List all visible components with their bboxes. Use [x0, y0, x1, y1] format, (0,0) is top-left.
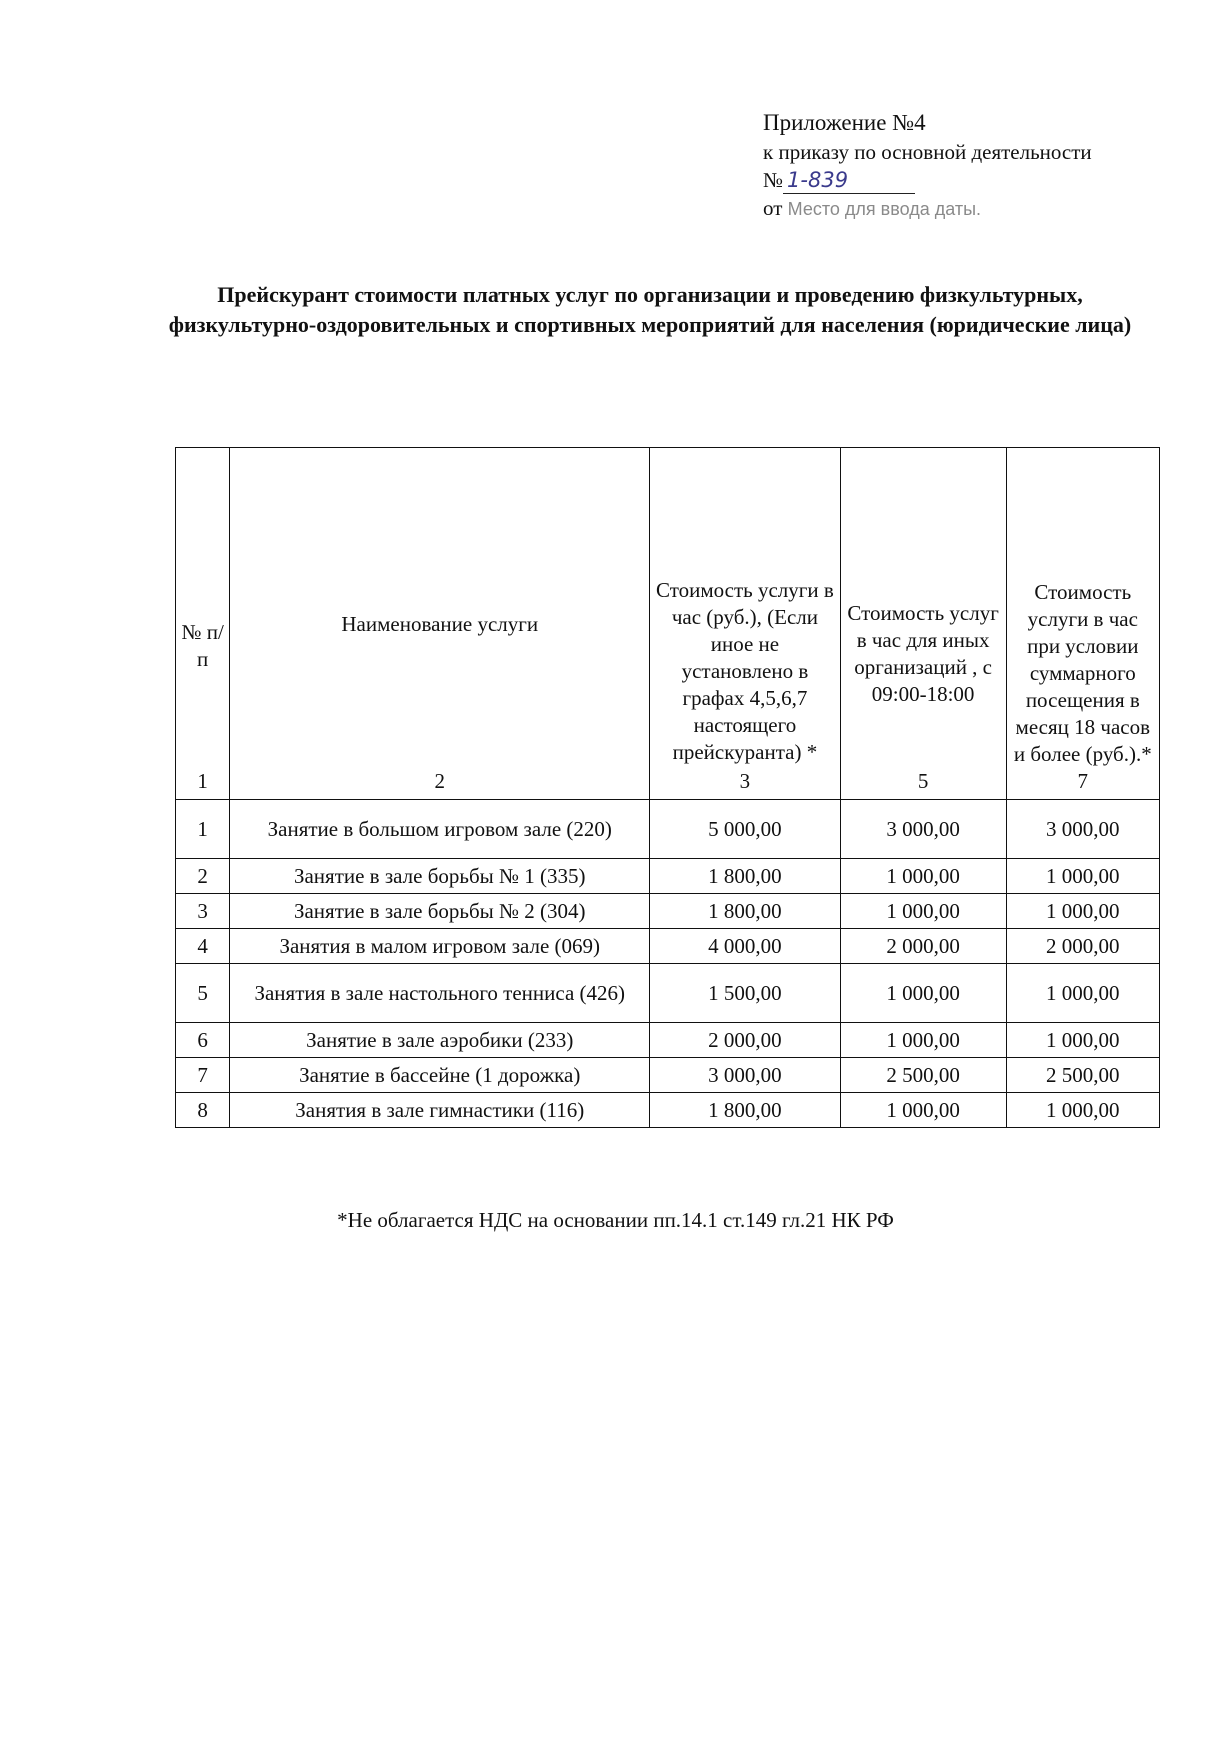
org-price-value: 1 000,00 — [840, 1093, 1006, 1128]
row-number: 7 — [176, 1058, 230, 1093]
row-number: 6 — [176, 1023, 230, 1058]
price-value: 5 000,00 — [650, 800, 840, 859]
org-price-value: 1 000,00 — [840, 964, 1006, 1023]
service-name: Занятие в зале борьбы № 1 (335) — [230, 859, 650, 894]
monthly-price-value: 3 000,00 — [1006, 800, 1159, 859]
appendix-block — [763, 108, 1203, 223]
org-price-value: 2 000,00 — [840, 929, 1006, 964]
header-col-price: Стоимость услуги в час (руб.), (Если иное не установлено в графах 4,5,6,7 настоящего прейскуранта) * 3 — [650, 448, 840, 800]
service-name: Занятия в зале гимнастики (116) — [230, 1093, 650, 1128]
row-number: 2 — [176, 859, 230, 894]
price-value: 1 800,00 — [650, 1093, 840, 1128]
monthly-price-value: 1 000,00 — [1006, 964, 1159, 1023]
org-price-value: 2 500,00 — [840, 1058, 1006, 1093]
service-name: Занятие в большом игровом зале (220) — [230, 800, 650, 859]
document-title: Прейскурант стоимости платных услуг по организации и проведению физкультурных, физкультурно-оздоровительных и спортивных мероприятий для населения (юридические лица) — [168, 282, 1132, 337]
monthly-price-value: 2 500,00 — [1006, 1058, 1159, 1093]
price-value: 3 000,00 — [650, 1058, 840, 1093]
monthly-price-value: 1 000,00 — [1006, 859, 1159, 894]
table-row — [176, 964, 1160, 1023]
appendix-title: Приложение №4 — [763, 110, 926, 135]
table-row — [176, 1058, 1160, 1093]
header-col-monthly: Стоимость услуги в час при условии суммарного посещения в месяц 18 часов и более (руб.).* 7 — [1006, 448, 1159, 800]
row-number: 1 — [176, 800, 230, 859]
row-number: 5 — [176, 964, 230, 1023]
service-name: Занятия в малом игровом зале (069) — [230, 929, 650, 964]
org-price-value: 1 000,00 — [840, 1023, 1006, 1058]
row-number: 4 — [176, 929, 230, 964]
table-row — [176, 800, 1160, 859]
date-line — [763, 194, 1203, 223]
price-value: 2 000,00 — [650, 1023, 840, 1058]
org-price-value: 1 000,00 — [840, 859, 1006, 894]
date-prefix: от — [763, 196, 783, 220]
vat-footnote: *Не облагается НДС на основании пп.14.1 ст.149 гл.21 НК РФ — [337, 1208, 894, 1232]
appendix-order-text: к приказу по основной деятельности — [763, 140, 1092, 164]
order-number-line — [763, 166, 1203, 194]
table-row — [176, 894, 1160, 929]
price-value: 1 800,00 — [650, 859, 840, 894]
header-col-name: Наименование услуги 2 — [230, 448, 650, 800]
price-value: 1 500,00 — [650, 964, 840, 1023]
monthly-price-value: 2 000,00 — [1006, 929, 1159, 964]
service-name: Занятия в зале настольного тенниса (426) — [230, 964, 650, 1023]
service-name: Занятие в зале борьбы № 2 (304) — [230, 894, 650, 929]
table-row — [176, 1093, 1160, 1128]
service-name: Занятие в зале аэробики (233) — [230, 1023, 650, 1058]
table-row — [176, 1023, 1160, 1058]
price-table — [175, 447, 1160, 1128]
row-number: 3 — [176, 894, 230, 929]
price-value: 4 000,00 — [650, 929, 840, 964]
price-value: 1 800,00 — [650, 894, 840, 929]
monthly-price-value: 1 000,00 — [1006, 894, 1159, 929]
table-row — [176, 929, 1160, 964]
org-price-value: 3 000,00 — [840, 800, 1006, 859]
order-number-handwritten: 1-839 — [783, 167, 915, 194]
org-price-value: 1 000,00 — [840, 894, 1006, 929]
row-number: 8 — [176, 1093, 230, 1128]
number-sign: № — [763, 168, 784, 192]
monthly-price-value: 1 000,00 — [1006, 1093, 1159, 1128]
service-name: Занятие в бассейне (1 дорожка) — [230, 1058, 650, 1093]
monthly-price-value: 1 000,00 — [1006, 1023, 1159, 1058]
table-header-row — [176, 448, 1160, 800]
header-col-number: № п/ п 1 — [176, 448, 230, 800]
header-col-organizations: Стоимость услуг в час для иных организаций , с 09:00-18:00 5 — [840, 448, 1006, 800]
table-row — [176, 859, 1160, 894]
date-placeholder[interactable]: Место для ввода даты. — [787, 199, 982, 219]
